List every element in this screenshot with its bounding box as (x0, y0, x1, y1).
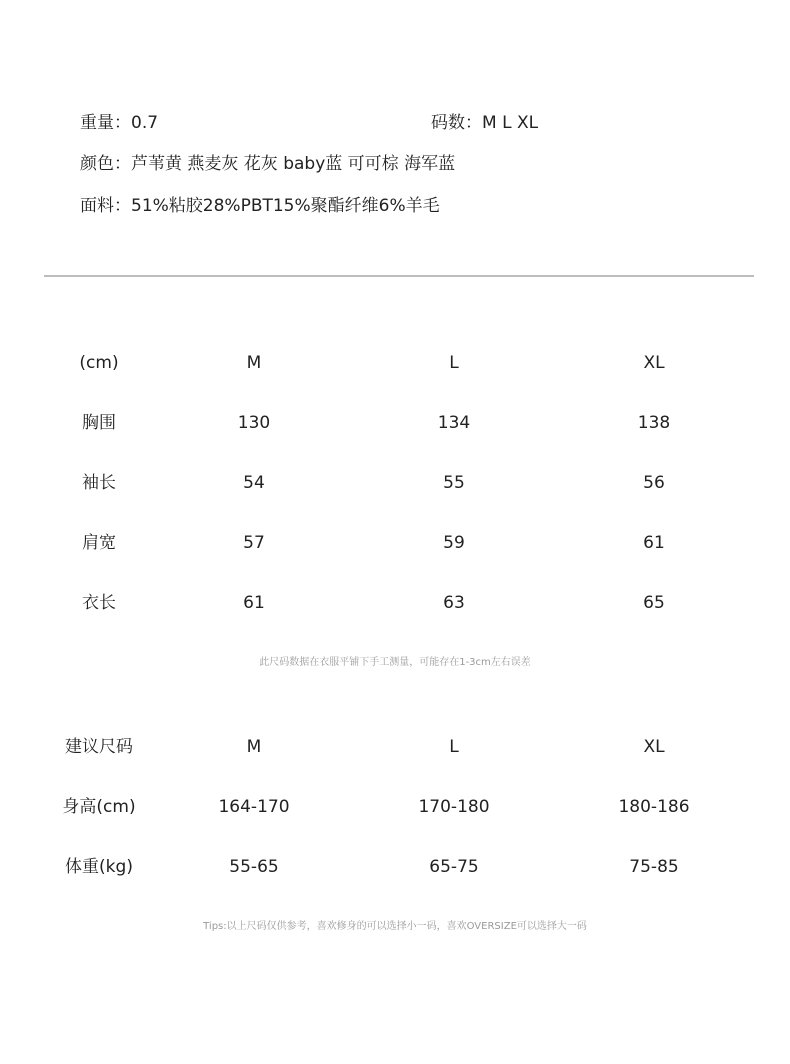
suggest-cell: 180-186 (618, 797, 690, 817)
measure-cell: 130 (237, 413, 271, 433)
suggest-header-m: M (246, 737, 262, 757)
measure-cell: 55 (443, 473, 465, 493)
suggest-cell: 65-75 (429, 857, 479, 877)
suggest-header-l: L (449, 737, 459, 757)
suggest-cell: 170-180 (418, 797, 490, 817)
measure-cell: 54 (243, 473, 265, 493)
measure-cell: 61 (243, 593, 265, 613)
colors-text: 颜色：芦苇黄 燕麦灰 花灰 baby蓝 可可棕 海军蓝 (80, 154, 456, 174)
measure-cell: 57 (243, 533, 265, 553)
suggest-cell: 164-170 (218, 797, 290, 817)
weight-text: 重量：0.7 (80, 113, 159, 133)
suggest-row-label: 体重(kg) (65, 857, 133, 877)
measure-cell: 59 (443, 533, 465, 553)
measure-row-label: 袖长 (82, 473, 116, 493)
measure-cell: 63 (443, 593, 465, 613)
suggest-cell: 75-85 (629, 857, 679, 877)
measure-header-xl: XL (643, 353, 665, 373)
size-tips-note: Tips:以上尺码仅供参考，喜欢修身的可以选择小一码，喜欢OVERSIZE可以选择大一码 (203, 921, 587, 932)
suggest-cell: 55-65 (229, 857, 279, 877)
divider-line (44, 275, 754, 277)
measure-cell: 134 (437, 413, 471, 433)
suggest-header-xl: XL (643, 737, 665, 757)
measurement-note: 此尺码数据在衣服平铺下手工测量，可能存在1-3cm左右误差 (259, 657, 531, 668)
measure-header-m: M (246, 353, 262, 373)
measure-cell: 61 (643, 533, 665, 553)
measure-cell: 56 (643, 473, 665, 493)
measure-cell: 65 (643, 593, 665, 613)
measure-row-label: 胸围 (82, 413, 116, 433)
suggest-header-label: 建议尺码 (65, 737, 133, 757)
suggest-row-label: 身高(cm) (62, 797, 136, 817)
measure-cell: 138 (637, 413, 671, 433)
fabric-text: 面料：51%粘胶28%PBT15%聚酯纤维6%羊毛 (80, 196, 440, 216)
sizes-text: 码数：M L XL (431, 113, 539, 133)
measure-row-label: 衣长 (82, 593, 116, 613)
measure-header-l: L (449, 353, 459, 373)
measure-row-label: 肩宽 (82, 533, 116, 553)
measure-header-unit: (cm) (79, 353, 119, 373)
